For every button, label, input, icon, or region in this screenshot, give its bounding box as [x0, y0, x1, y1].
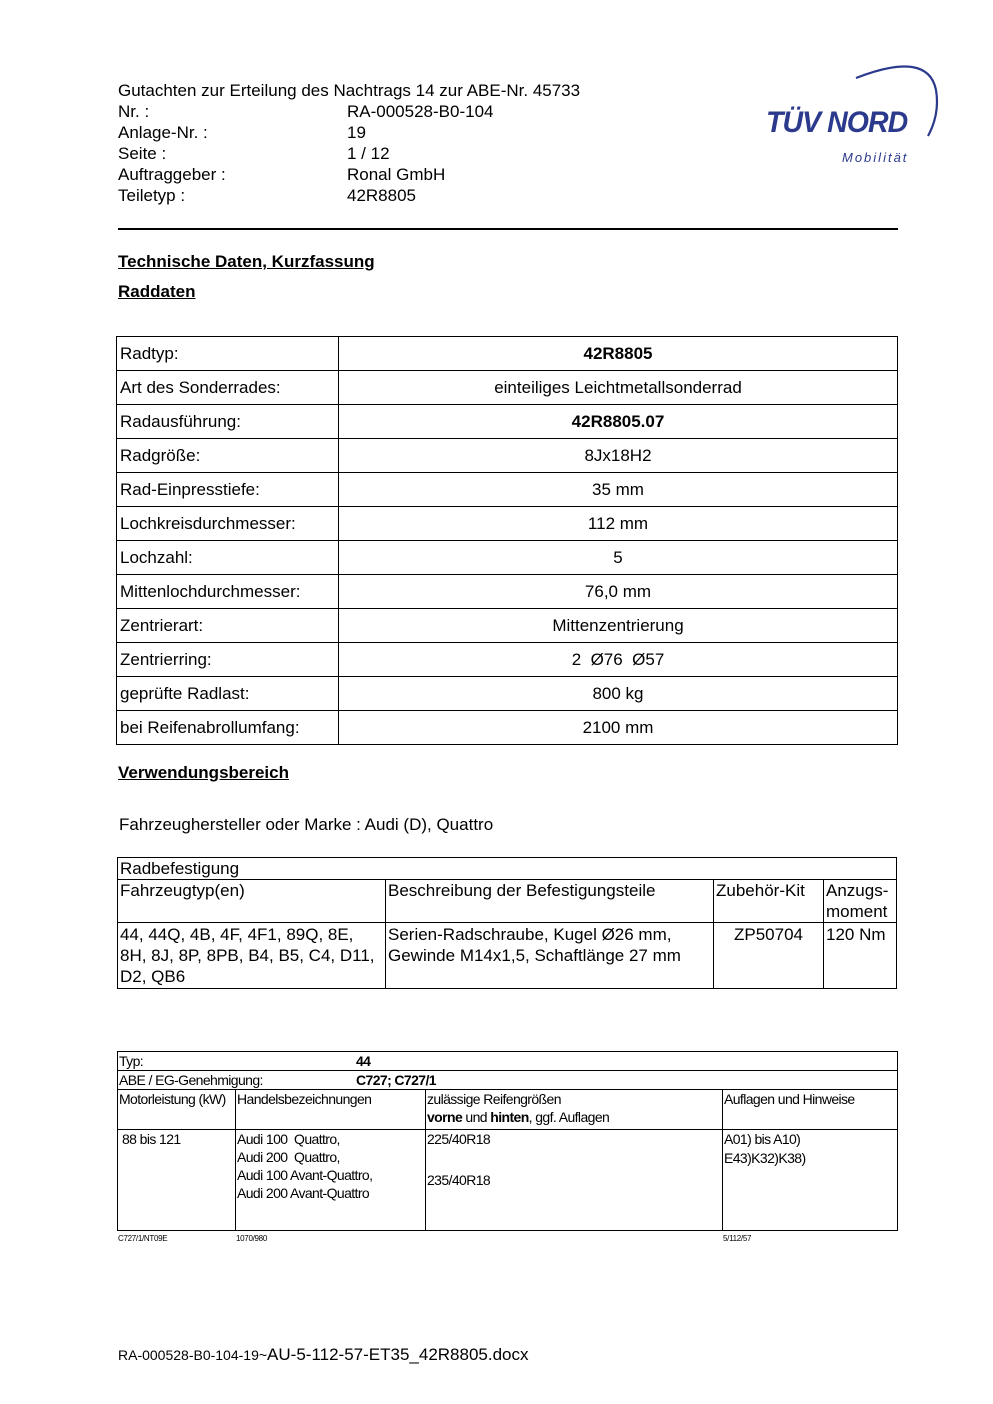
- tuv-nord-logo: [760, 56, 940, 174]
- header-row-anlage: [118, 122, 678, 143]
- table-row: [117, 541, 898, 575]
- heading-technical-data: Technische Daten, Kurzfassung: [118, 252, 375, 271]
- footer-filename: AU-5-112-57-ET35_42R8805.docx: [267, 1345, 529, 1364]
- table-foot-code: 1070/980: [236, 1234, 267, 1243]
- header-label: Teiletyp :: [118, 186, 186, 205]
- table-row: [117, 609, 898, 643]
- col-header: [426, 1090, 723, 1130]
- row-value: 2 Ø76 Ø57: [339, 643, 898, 677]
- row-value: 8Jx18H2: [339, 439, 898, 473]
- col-header-line: Anzugs-: [826, 881, 889, 900]
- engine-power: 88 bis 121: [118, 1130, 236, 1231]
- row-value: 76,0 mm: [339, 575, 898, 609]
- row-label: bei Reifenabrollumfang:: [117, 711, 339, 745]
- row-value: 35 mm: [339, 473, 898, 507]
- header-label: Nr. :: [118, 102, 150, 121]
- header-label: Auftraggeber :: [118, 165, 226, 184]
- row-value: Mittenzentrierung: [339, 609, 898, 643]
- col-header: Motorleistung (kW): [118, 1090, 236, 1130]
- row-label: Radgröße:: [117, 439, 339, 473]
- logo-brand: TÜV NORD: [766, 106, 908, 139]
- col-header-line: moment: [826, 902, 888, 921]
- note-line: E43)K32)K38): [724, 1150, 806, 1166]
- wheel-data-table: [116, 336, 898, 745]
- table-row: [118, 1052, 898, 1071]
- table-row: [117, 371, 898, 405]
- type-row: [118, 1052, 898, 1071]
- col-header: Handelsbezeichnungen: [236, 1090, 426, 1130]
- col-header: Zubehör-Kit: [714, 880, 824, 923]
- table-row: [117, 473, 898, 507]
- header-row-teiletyp: [118, 185, 678, 206]
- header-value: 19: [347, 123, 366, 142]
- type-value: 44: [356, 1053, 371, 1069]
- col-header-bold: vorne: [427, 1109, 463, 1125]
- row-label: Mittenlochdurchmesser:: [117, 575, 339, 609]
- col-header-text: , ggf. Auflagen: [528, 1109, 610, 1125]
- table-row: [117, 711, 898, 745]
- row-label: Art des Sonderrades:: [117, 371, 339, 405]
- row-value: 42R8805.07: [339, 405, 898, 439]
- table-row: [118, 1130, 898, 1231]
- heading-raddaten: Raddaten: [118, 282, 196, 301]
- document-title: Gutachten zur Erteilung des Nachtrags 14 zur ABE-Nr. 45733: [118, 81, 581, 100]
- header-row-auftraggeber: [118, 164, 678, 185]
- row-value: 112 mm: [339, 507, 898, 541]
- tire-size: 235/40R18: [427, 1172, 491, 1188]
- table-row: [118, 880, 897, 923]
- heading-verwendungsbereich: Verwendungsbereich: [118, 763, 289, 782]
- table-row: [117, 643, 898, 677]
- manufacturer-line: Fahrzeughersteller oder Marke : Audi (D), Quattro: [119, 815, 494, 834]
- row-label: Radausführung:: [117, 405, 339, 439]
- mounting-table: [117, 857, 897, 989]
- table-row: [117, 405, 898, 439]
- approval-row: [118, 1071, 898, 1090]
- col-header-text: und: [462, 1109, 491, 1125]
- table-row: [118, 1090, 898, 1130]
- trade-name: Audi 200 Quattro,: [237, 1149, 340, 1165]
- table-row: [117, 337, 898, 371]
- row-label: geprüfte Radlast:: [117, 677, 339, 711]
- approval-label: ABE / EG-Genehmigung:: [119, 1072, 263, 1088]
- notes: [723, 1130, 898, 1231]
- table-row: [117, 575, 898, 609]
- header-value: RA-000528-B0-104: [347, 102, 494, 121]
- table-row: [117, 439, 898, 473]
- col-header-line: zulässige Reifengrößen: [427, 1091, 561, 1107]
- header-label: Anlage-Nr. :: [118, 123, 208, 142]
- table-row: [118, 858, 897, 880]
- trade-names: [236, 1130, 426, 1231]
- header-value: 1 / 12: [347, 144, 390, 163]
- logo-subtitle: Mobilität: [842, 150, 909, 165]
- row-label: Radtyp:: [117, 337, 339, 371]
- header-value: Ronal GmbH: [347, 165, 446, 184]
- torque: 120 Nm: [824, 923, 897, 989]
- trade-name: Audi 100 Avant-Quattro,: [237, 1167, 373, 1183]
- footer-prefix: RA-000528-B0-104-19~: [118, 1347, 268, 1363]
- vehicle-types: 44, 44Q, 4B, 4F, 4F1, 89Q, 8E, 8H, 8J, 8P, 8PB, B4, B5, C4, D11, D2, QB6: [118, 923, 386, 989]
- row-value: 5: [339, 541, 898, 575]
- col-header: [824, 880, 897, 923]
- row-value: einteiliges Leichtmetallsonderrad: [339, 371, 898, 405]
- mounting-description: Serien-Radschraube, Kugel Ø26 mm, Gewinde M14x1,5, Schaftlänge 27 mm: [386, 923, 714, 989]
- tire-sizes: [426, 1130, 723, 1231]
- table-foot-code: 5/112/57: [723, 1234, 752, 1243]
- tire-size: 225/40R18: [427, 1131, 491, 1147]
- table-row: [117, 677, 898, 711]
- row-value: 42R8805: [339, 337, 898, 371]
- document-header: [118, 80, 678, 206]
- table-row: [118, 1071, 898, 1090]
- approval-value: C727; C727/1: [356, 1072, 436, 1088]
- note-line: A01) bis A10): [724, 1131, 801, 1147]
- col-header: Auflagen und Hinweise: [723, 1090, 898, 1130]
- header-divider: [118, 228, 898, 230]
- vehicle-type-table: [117, 1051, 898, 1231]
- header-row-seite: [118, 143, 678, 164]
- row-label: Rad-Einpresstiefe:: [117, 473, 339, 507]
- header-value: 42R8805: [347, 186, 417, 205]
- header-label: Seite :: [118, 144, 167, 163]
- trade-name: Audi 200 Avant-Quattro: [237, 1185, 370, 1201]
- header-row-nr: [118, 101, 678, 122]
- table-row: [117, 507, 898, 541]
- type-label: Typ:: [119, 1053, 144, 1069]
- page-footer: [118, 1345, 529, 1365]
- col-header-bold: hinten: [490, 1109, 529, 1125]
- table-row: [118, 923, 897, 989]
- row-value: 800 kg: [339, 677, 898, 711]
- row-label: Lochzahl:: [117, 541, 339, 575]
- col-header: Fahrzeugtyp(en): [118, 880, 386, 923]
- table-foot-code: C727/1/NT09E: [118, 1234, 168, 1243]
- col-header: Beschreibung der Befestigungsteile: [386, 880, 714, 923]
- accessory-kit: ZP50704: [714, 923, 824, 989]
- trade-name: Audi 100 Quattro,: [237, 1131, 340, 1147]
- row-label: Zentrierring:: [117, 643, 339, 677]
- mounting-title: Radbefestigung: [118, 858, 897, 880]
- row-label: Zentrierart:: [117, 609, 339, 643]
- row-value: 2100 mm: [339, 711, 898, 745]
- row-label: Lochkreisdurchmesser:: [117, 507, 339, 541]
